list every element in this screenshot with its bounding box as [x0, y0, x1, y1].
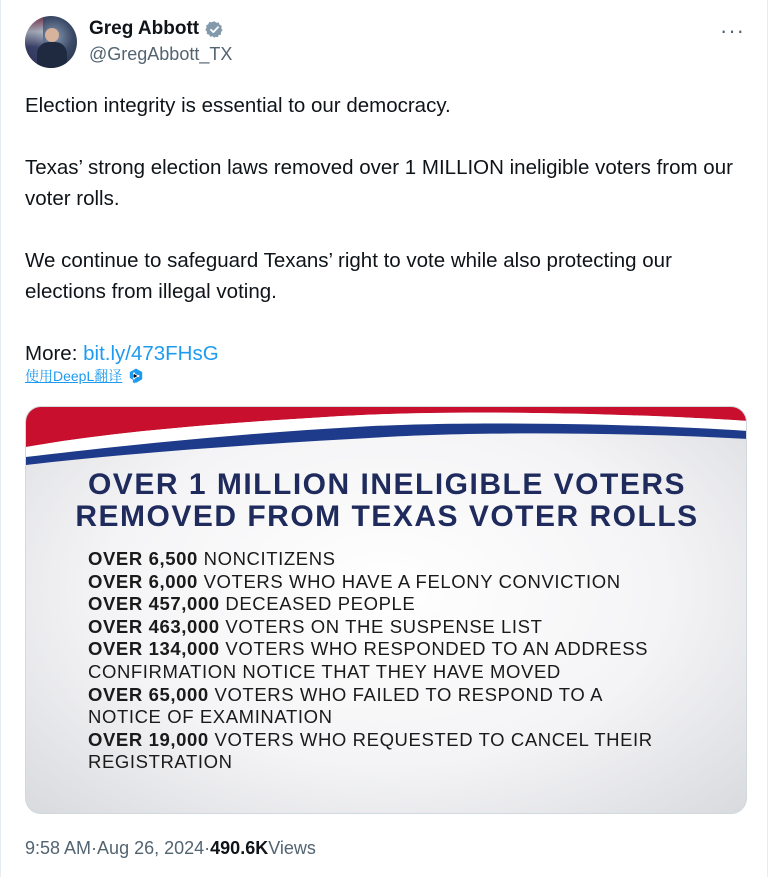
- tweet-date[interactable]: Aug 26, 2024: [97, 838, 205, 858]
- tweet-paragraph-1: Election integrity is essential to our democracy.: [25, 94, 451, 117]
- more-label: More:: [25, 342, 84, 365]
- author-names: [89, 18, 232, 65]
- tweet-paragraph-2: Texas’ strong election laws removed over 1 MILLION ineligible voters from our voter rolls.: [25, 156, 733, 210]
- avatar-body: [37, 42, 67, 68]
- stat-text: NONCITIZENS: [197, 548, 336, 569]
- stat-text-continued: REGISTRATION: [88, 751, 233, 773]
- stat-row: [88, 616, 728, 639]
- stat-text: VOTERS WHO HAVE A FELONY CONVICTION: [197, 570, 621, 592]
- stat-text: VOTERS ON THE SUSPENSE LIST: [219, 615, 543, 637]
- meta-separator: ·: [91, 838, 98, 858]
- card-title-line-2: REMOVED FROM TEXAS VOTER ROLLS: [75, 500, 699, 533]
- tweet-image-card[interactable]: [25, 406, 747, 814]
- tweet-time[interactable]: 9:58 AM: [25, 838, 92, 858]
- deepl-icon: [128, 368, 144, 384]
- more-options-icon[interactable]: ···: [720, 18, 745, 43]
- stat-text-continued: CONFIRMATION NOTICE THAT THEY HAVE MOVED: [88, 660, 561, 682]
- stat-bold: OVER 6,500: [88, 548, 198, 569]
- stat-text: VOTERS WHO REQUESTED TO CANCEL THEIR: [208, 728, 653, 750]
- stat-row: [88, 729, 728, 774]
- stat-bold: OVER 65,000: [88, 683, 209, 705]
- flag-wave-banner: [26, 407, 747, 467]
- card-title: [26, 469, 747, 533]
- stat-bold: OVER 457,000: [88, 593, 220, 615]
- tweet-header: [25, 14, 747, 70]
- stat-text-continued: NOTICE OF EXAMINATION: [88, 706, 333, 728]
- stat-text: DECEASED PEOPLE: [219, 593, 416, 615]
- stat-row: [88, 593, 728, 616]
- stat-bold: OVER 19,000: [88, 728, 209, 750]
- tweet-text: [25, 90, 745, 369]
- stat-text: VOTERS WHO FAILED TO RESPOND TO A: [208, 683, 604, 705]
- translate-row: [25, 366, 144, 386]
- views-count[interactable]: 490.6K: [210, 838, 269, 858]
- card-title-line-1: OVER 1 MILLION INELIGIBLE VOTERS: [87, 468, 687, 501]
- display-name[interactable]: Greg Abbott: [89, 18, 200, 39]
- stat-row: [88, 638, 728, 683]
- stat-text: VOTERS WHO RESPONDED TO AN ADDRESS: [219, 638, 649, 660]
- more-link[interactable]: bit.ly/473FHsG: [83, 342, 219, 365]
- stat-bold: OVER 134,000: [88, 638, 220, 660]
- meta-separator: ·: [204, 838, 211, 858]
- tweet-paragraph-3: We continue to safeguard Texans’ right to vote while also protecting our elections from illegal voting.: [25, 249, 672, 303]
- handle[interactable]: @GregAbbott_TX: [89, 44, 233, 64]
- name-row: [89, 18, 232, 40]
- tweet-meta: [25, 838, 316, 859]
- stat-row: [88, 684, 728, 729]
- verified-badge-icon: [205, 20, 224, 39]
- translate-link[interactable]: 使用DeepL翻译: [25, 368, 123, 384]
- avatar-head: [45, 28, 59, 42]
- tweet-more-line: [25, 338, 745, 369]
- stat-bold: OVER 463,000: [88, 615, 220, 637]
- avatar[interactable]: [25, 16, 77, 68]
- stat-bold: OVER 6,000: [88, 570, 198, 592]
- stat-row: [88, 571, 728, 594]
- views-label: Views: [268, 838, 316, 858]
- stat-row: [88, 548, 728, 571]
- stats-list: [88, 548, 728, 774]
